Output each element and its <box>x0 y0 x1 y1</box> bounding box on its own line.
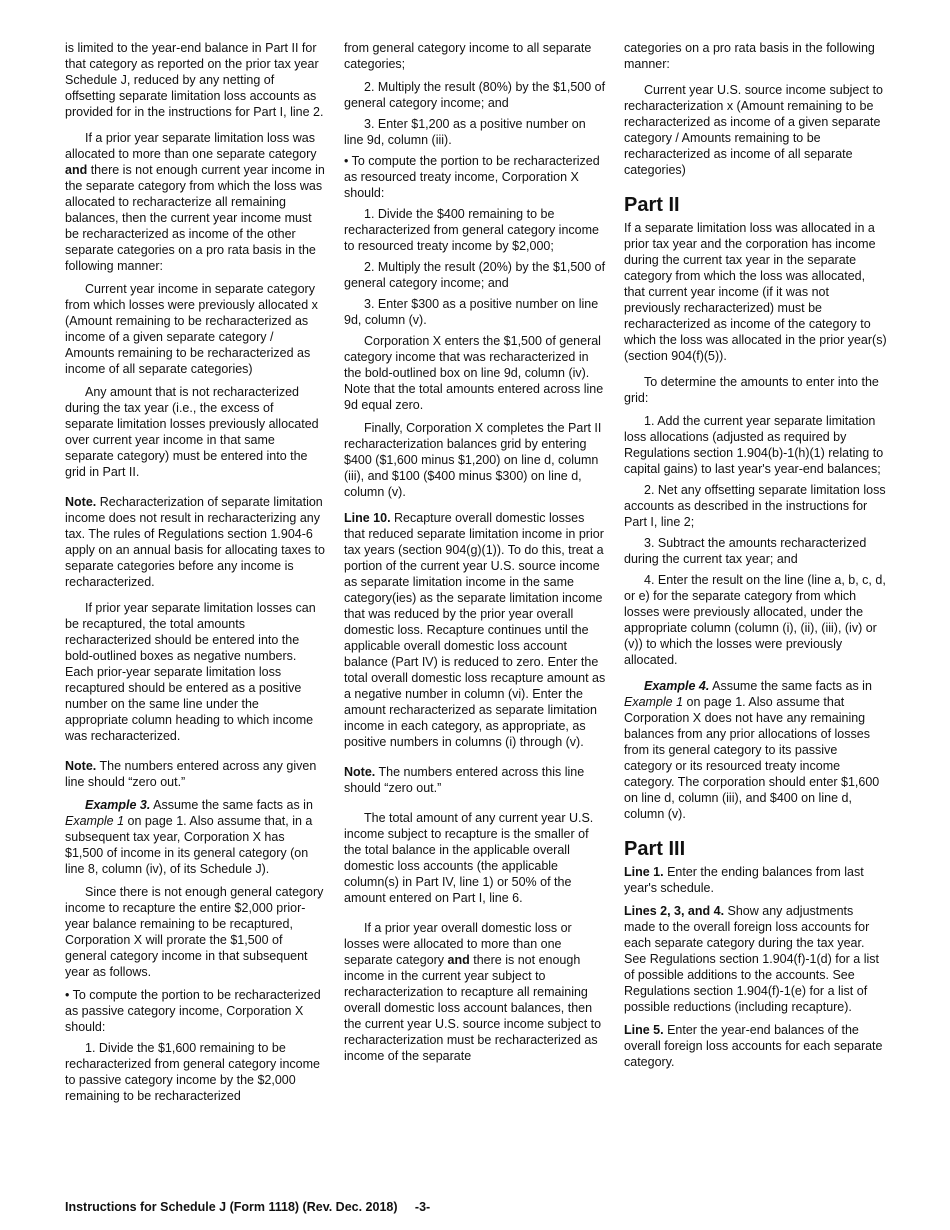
part-ii-heading: Part II <box>624 194 680 216</box>
page-number: -3- <box>414 1200 431 1214</box>
column-left <box>65 40 325 1109</box>
paragraph: Since there is not enough general category income to recapture the entire $2,000 prior-year balance remaining to be recaptured, Corporation X will prorate the $1,500 of general category income in that subsequent year as follows. <box>65 885 324 979</box>
paragraph: If a prior year separate limitation loss was allocated to more than one separate category and there is not enough current year income in the separate category from which the loss was allocated to recharacterize all remaining balances, then the current year income must be recharacterized as income of the other separate categories on a pro rata basis in the following manner: <box>65 131 325 273</box>
paragraph: The total amount of any current year U.S. income subject to recapture is the smaller of the total balance in the applicable overall domestic loss accounts (the applicable column(s) in Part IV, line 1) or 50% of the amount entered on Part I, line 6. <box>344 811 594 905</box>
formula-paragraph: Current year U.S. source income subject to recharacterization x (Amount remaining to be recharacterized as income of a given separate category / Amounts remaining to be recharacterized as income of all separate categories) <box>624 83 883 177</box>
paragraph: from general category income to all separate categories; <box>344 41 592 71</box>
step-item: 1. Divide the $1,600 remaining to be recharacterized from general category income to passive category income by the $2,000 remaining to be recharacterized <box>65 1041 320 1103</box>
paragraph: Finally, Corporation X completes the Part II recharacterization balances grid by entering $400 ($1,600 minus $1,200) on line d, column (iii), and $100 ($400 minus $300) on line d, column (v). <box>344 421 602 499</box>
paragraph: is limited to the year-end balance in Part II for that category as reported on the prior tax year Schedule J, reduced by any netting of offsetting separate limitation loss accounts as provided for in the instructions for Part I, line 2. <box>65 41 324 119</box>
example-paragraph: Example 4. Assume the same facts as in Example 1 on page 1. Also assume that Corporation X does not have any remaining balances from any prior allocations of losses from its general category to its passive category or its resourced treaty income category. The corporation should enter $1,600 on line d, column (iii), and $400 on line d, column (v). <box>624 679 880 821</box>
note-paragraph: Note. Recharacterization of separate limitation income does not result in recharacterizing any tax. The rules of Regulations section 1.904-6 apply on an annual basis for allocating taxes to separate categories before any income is recharacterized. <box>65 495 325 589</box>
paragraph: If a prior year overall domestic loss or losses were allocated to more than one separate category and there is not enough income in the current year subject to recharacterization to recapture all remaining overall domestic loss account balances, then the current year U.S. source income subject to recharacterization must be recharacterized as income of the separate <box>344 921 602 1063</box>
column-middle <box>344 40 606 1071</box>
step-item: 2. Multiply the result (20%) by the $1,500 of general category income; and <box>344 260 606 290</box>
step-item: 2. Multiply the result (80%) by the $1,500 of general category income; and <box>344 80 606 110</box>
lines-2-4-paragraph: Lines 2, 3, and 4. Show any adjustments made to the overall foreign loss accounts for each separate category during the tax year. See Regulations section 1.904(f)-1(d) for a list of possible additions to the accounts. See Regulations section 1.904(f)-1(e) for a list of possible reductions (including recapture). <box>624 904 879 1014</box>
note-paragraph: Note. The numbers entered across this line should “zero out.” <box>344 765 585 795</box>
page-footer <box>65 1199 430 1215</box>
footer-title: Instructions for Schedule J (Form 1118) (Rev. Dec. 2018) <box>65 1200 398 1214</box>
paragraph: categories on a pro rata basis in the following manner: <box>624 41 875 71</box>
step-item: 3. Enter $300 as a positive number on line 9d, column (v). <box>344 297 599 327</box>
step-item: 1. Add the current year separate limitation loss allocations (adjusted as required by Regulations section 1.904(b)-1(h)(1) relating to capital gains) to last year's year-end balances; <box>624 414 884 476</box>
step-item: 3. Enter $1,200 as a positive number on line 9d, column (iii). <box>344 117 586 147</box>
paragraph: To determine the amounts to enter into the grid: <box>624 375 879 405</box>
note-paragraph: Note. The numbers entered across any given line should “zero out.” <box>65 759 317 789</box>
line-10-paragraph: Line 10. Recapture overall domestic losses that reduced separate limitation income in prior tax years (section 904(g)(1)). To do this, treat a portion of the current year U.S. source income as separate limitation income in the same category(ies) as the separate limitation income that was reduced by the prior year overall domestic loss. Recapture continues until the applicable overall domestic loss account balance (Part IV) is reduced to zero. Enter the total overall domestic loss recapture amount as a negative number in column (vi). Enter the amount recharacterized as separate limitation income in each category, as appropriate, as positive numbers in columns (i) through (v). <box>344 511 606 749</box>
bullet-item: • To compute the portion to be recharacterized as resourced treaty income, Corporation X should: <box>344 154 600 200</box>
step-item: 2. Net any offsetting separate limitation loss accounts as described in the instructions for Part I, line 2; <box>624 483 886 529</box>
step-item: 4. Enter the result on the line (line a, b, c, d, or e) for the separate category from which losses were previously allocated, under the appropriate column (column (i), (ii), (iii), (iv) or (v)) to which the losses were previously allocated. <box>624 573 886 667</box>
column-right <box>624 40 888 1077</box>
step-item: 3. Subtract the amounts recharacterized during the current tax year; and <box>624 536 867 566</box>
paragraph: If a separate limitation loss was allocated in a prior tax year and the corporation has income during the current tax year in the separate category from which the loss was allocated, that current year income (if it was not previously recharacterized) must be recharacterized as income of the category to which the loss was allocated in the prior year(s) (section 904(f)(5)). <box>624 221 887 363</box>
line-1-paragraph: Line 1. Enter the ending balances from last year's schedule. <box>624 865 864 895</box>
bullet-item: • To compute the portion to be recharacterized as passive category income, Corporation X should: <box>65 988 321 1034</box>
paragraph: Any amount that is not recharacterized during the tax year (i.e., the excess of separate limitation losses previously allocated over current year income in that same separate category) must be entered into the grid in Part II. <box>65 385 319 479</box>
example-paragraph: Example 3. Assume the same facts as in Example 1 on page 1. Also assume that, in a subsequent tax year, Corporation X has $1,500 of income in its general category (on line 8, column (iv), of its Schedule J). <box>65 798 313 876</box>
paragraph: If prior year separate limitation losses can be recaptured, the total amounts recharacterized should be entered into the bold-outlined boxes as negative numbers. Each prior-year separate limitation loss recaptured should be entered as a positive number on the same line under the appropriate column heading to which income was recharacterized. <box>65 601 316 743</box>
part-iii-heading: Part III <box>624 838 686 860</box>
step-item: 1. Divide the $400 remaining to be recharacterized from general category income to resourced treaty income by $2,000; <box>344 207 599 253</box>
paragraph: Corporation X enters the $1,500 of general category income that was recharacterized in the bold-outlined box on line 9d, column (iv). Note that the total amounts entered across line 9d equal zero. <box>344 334 604 412</box>
formula-paragraph: Current year income in separate category from which losses were previously allocated x (Amount remaining to be recharacterized as income of a given separate category / Amounts remaining to be recharacterized as income of all separate categories) <box>65 282 318 376</box>
line-5-paragraph: Line 5. Enter the year-end balances of the overall foreign loss accounts for each separate category. <box>624 1023 883 1069</box>
